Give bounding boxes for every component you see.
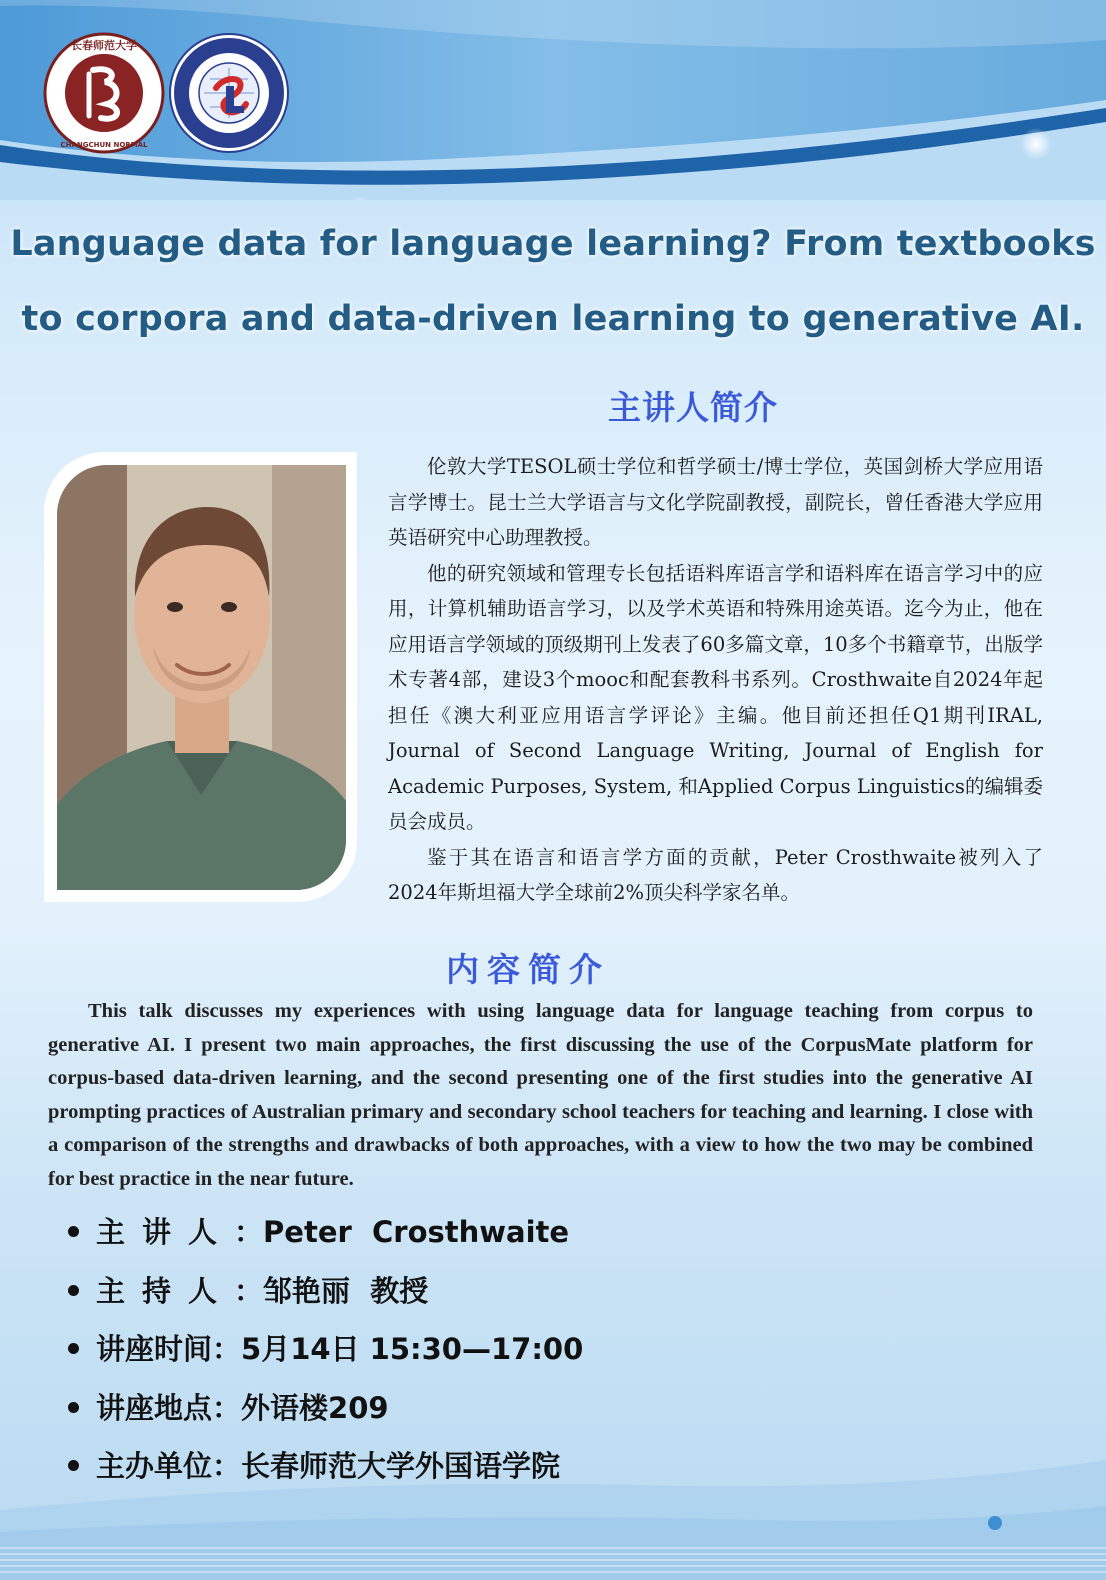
detail-separator: ： [212,1332,242,1366]
svg-text:长春师范大学: 长春师范大学 [71,39,137,52]
bullet-icon [68,1343,79,1354]
detail-label: 主讲人 [96,1215,235,1249]
detail-separator: ： [212,1390,242,1425]
speaker-photo [57,465,346,890]
talk-abstract: This talk discusses my experiences with using language data for language teaching from corpus to generative AI. I present two main approaches, the first discussing the use of the CorpusMate platform for corpus-based data-driven learning, and the second presenting one of the first studies into the generative AI prompting practices of Australian primary and secondary school teachers for teaching and learning. I close with a comparison of the strengths and drawbacks of both approaches, with a view to how the two may be combined for best practice in the near future. [48,1000,1033,1190]
detail-location [64,1379,583,1438]
bullet-icon [68,1226,79,1237]
detail-time [64,1320,583,1379]
speaker-bio [388,449,1043,911]
detail-value: 外语楼209 [241,1390,389,1425]
content-intro-heading: 内容简介 [446,950,610,989]
detail-value: 5月14日 15:30—17:00 [241,1332,584,1366]
detail-label: 主持人 [96,1273,235,1308]
detail-host [64,1262,583,1321]
lecture-title-line-2: to corpora and data-driven learning to generative AI. [21,299,1085,339]
footer-wave-band [0,1440,1106,1580]
detail-value: Peter Crosthwaite [263,1215,570,1249]
bio-paragraph: 伦敦大学TESOL硕士学位和哲学硕士/博士学位，英国剑桥大学应用语言学博士。昆士兰大学语言与文化学院副教授，副院长，曾任香港大学应用英语研究中心助理教授。 [388,455,1043,549]
detail-value: 邹艳丽 教授 [263,1273,429,1308]
detail-speaker [64,1203,583,1262]
bio-paragraph: 鉴于其在语言和语言学方面的贡献，Peter Crosthwaite被列入了2024年斯坦福大学全球前2%顶尖科学家名单。 [388,845,1043,904]
detail-separator: ： [212,1449,242,1483]
detail-label: 讲座时间 [96,1332,213,1366]
detail-value: 长春师范大学外国语学院 [241,1449,561,1483]
school-of-foreign-languages-logo [168,32,290,154]
speaker-intro-heading: 主讲人简介 [608,388,778,427]
bullet-icon [68,1285,79,1296]
header-wave-band [0,0,1106,200]
detail-separator: ： [234,1273,264,1308]
detail-label: 讲座地点 [96,1390,213,1425]
bio-paragraph: 他的研究领域和管理专长包括语料库语言学和语料库在语言学习中的应用，计算机辅助语言学习，以及学术英语和特殊用途英语。迄今为止，他在应用语言学领域的顶级期刊上发表了60多篇文章，10多个书籍章节，出版学术专著4部，建设3个mooc和配套教科书系列。Crosthwaite自2024年起担任《澳大利亚应用语言学评论》主编。他目前还担任Q1期刊IRAL, Journal of Second Language Writing, Journal of English for Academic Purposes, System, 和Applied Corpus Linguistics的编辑委员会成员。 [388,561,1043,833]
bullet-icon [68,1402,79,1413]
detail-separator: ： [234,1215,264,1249]
detail-label: 主办单位 [96,1449,213,1483]
svg-text:CHANGCHUN NORMAL: CHANGCHUN NORMAL [60,141,148,149]
changchun-normal-university-logo [43,32,165,154]
lecture-title-line-1: Language data for language learning? From textbooks [10,224,1096,264]
